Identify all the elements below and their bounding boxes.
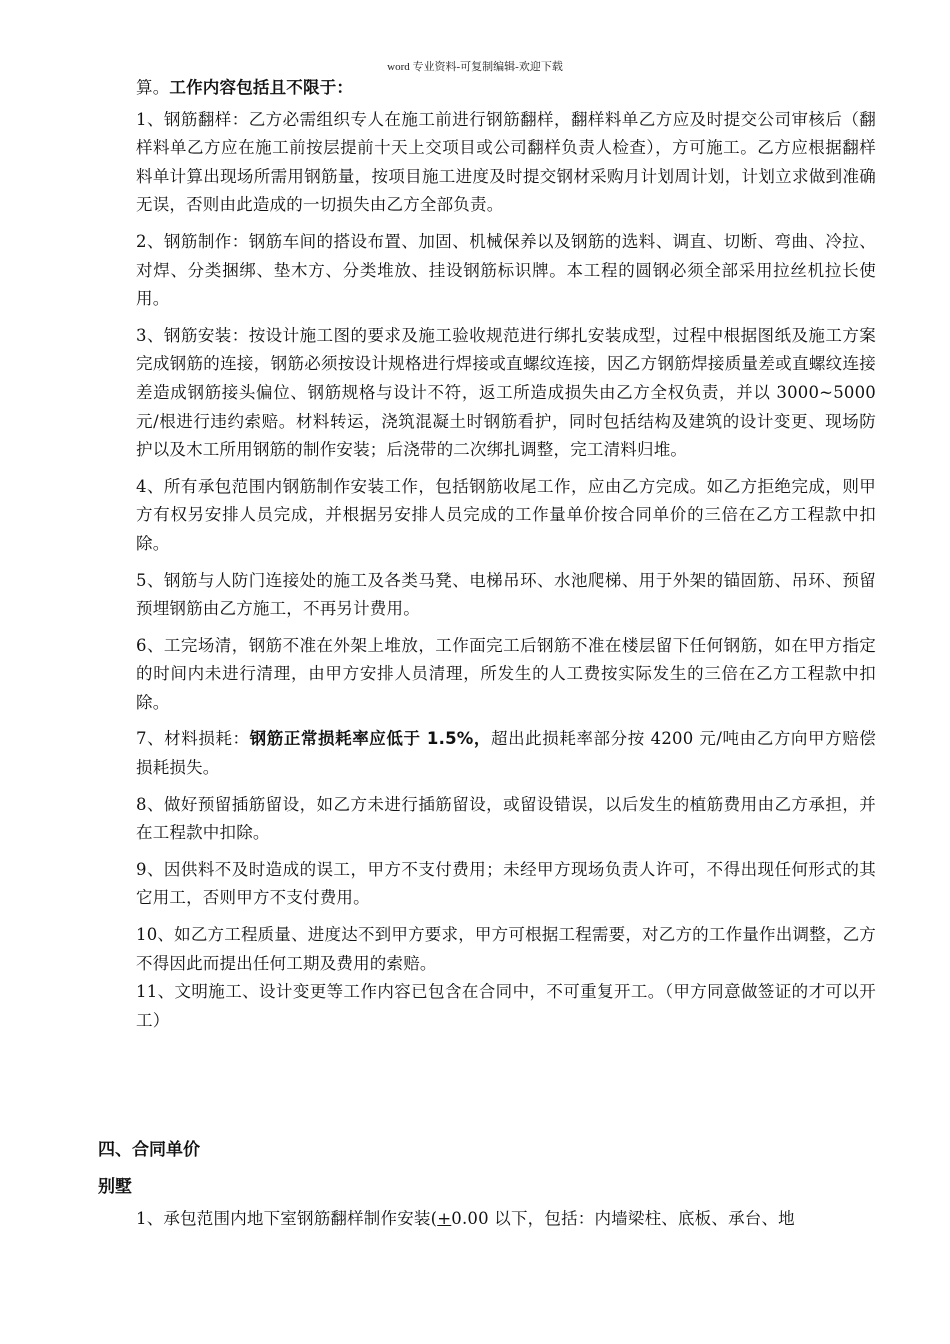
item-6: 6、工完场清，钢筋不准在外架上堆放，工作面完工后钢筋不准在楼层留下任何钢筋，如在甲方指定的时间内未进行清理，由甲方安排人员清理，所发生的人工费按实际发生的三倍在乙方工程款中扣除。	[136, 635, 876, 712]
intro-line	[136, 74, 876, 103]
item-7-suffix: 超出此损耗率部分按 4200 元/吨由乙方向甲方赔偿损耗损失。	[136, 729, 876, 778]
section-title: 四、合同单价	[98, 1140, 200, 1160]
last-item-line	[136, 1205, 876, 1234]
item-1: 1、钢筋翻样：乙方必需组织专人在施工前进行钢筋翻样，翻样料单乙方应及时提交公司审核后（翻样料单乙方应在施工前按层提前十天上交项目或公司翻样负责人检查），方可施工。乙方应根据翻样料单计算出现场所需用钢筋量，按项目施工进度及时提交钢材采购月计划周计划，计划立求做到准确无误，否则由此造成的一切损失由乙方全部负责。	[136, 109, 876, 215]
item-3: 3、钢筋安装：按设计施工图的要求及施工验收规范进行绑扎安装成型，过程中根据图纸及施工方案完成钢筋的连接，钢筋必须按设计规格进行焊接或直螺纹连接，因乙方钢筋焊接质量差或直螺纹连接差造成钢筋接头偏位、钢筋规格与设计不符，返工所造成损失由乙方全权负责，并以 3000~5000 元/根进行违约索赔。材料转运，浇筑混凝土时钢筋看护，同时包括结构及建筑的设计变更、现场防护以及木工所用钢筋的制作安装；后浇带的二次绑扎调整，完工清料归堆。	[136, 325, 876, 460]
page-header: word 专业资料-可复制编辑-欢迎下载	[387, 61, 563, 73]
item-7	[136, 725, 876, 782]
intro-bold: 工作内容包括且不限于：	[169, 78, 354, 97]
last-item-suffix: 0.00 以下，包括：内墙梁柱、底板、承台、地	[451, 1209, 795, 1228]
item-7-bold: 钢筋正常损耗率应低于 1.5%，	[249, 729, 491, 749]
item-4: 4、所有承包范围内钢筋制作安装工作，包括钢筋收尾工作，应由乙方完成。如乙方拒绝完成，则甲方有权另安排人员完成，并根据另安排人员完成的工作量单价按合同单价的三倍在乙方工程款中扣除。	[136, 476, 876, 553]
item-9: 9、因供料不及时造成的误工，甲方不支付费用；未经甲方现场负责人许可，不得出现任何形式的其它用工，否则甲方不支付费用。	[136, 859, 876, 908]
last-item-prefix: 1、承包范围内地下室钢筋翻样制作安装(	[136, 1209, 438, 1228]
item-11: 11、文明施工、设计变更等工作内容已包含在合同中，不可重复开工。（甲方同意做签证的才可以开工）	[136, 982, 876, 1030]
intro-lead: 算。	[136, 78, 170, 97]
item-2: 2、钢筋制作：钢筋车间的搭设布置、加固、机械保养以及钢筋的选料、调直、切断、弯曲、冷拉、对焊、分类捆绑、垫木方、分类堆放、挂设钢筋标识牌。本工程的圆钢必须全部采用拉丝机拉长使用。	[136, 231, 876, 309]
last-item-underlined: +	[437, 1209, 452, 1228]
document-body	[136, 74, 876, 1035]
contract-price-item-1	[136, 1205, 876, 1234]
item-5: 5、钢筋与人防门连接处的施工及各类马凳、电梯吊环、水池爬梯、用于外架的锚固筋、吊环、预留预埋钢筋由乙方施工，不再另计费用。	[136, 570, 876, 619]
item-7-prefix: 7、材料损耗：	[136, 729, 250, 749]
section-subtitle: 别墅	[98, 1177, 132, 1197]
item-8: 8、做好预留插筋留设，如乙方未进行插筋留设，或留设错误，以后发生的植筋费用由乙方承担，并在工程款中扣除。	[136, 794, 876, 843]
item-10: 10、如乙方工程质量、进度达不到甲方要求，甲方可根据工程需要，对乙方的工作量作出调整，乙方不得因此而提出任何工期及费用的索赔。	[136, 925, 876, 973]
